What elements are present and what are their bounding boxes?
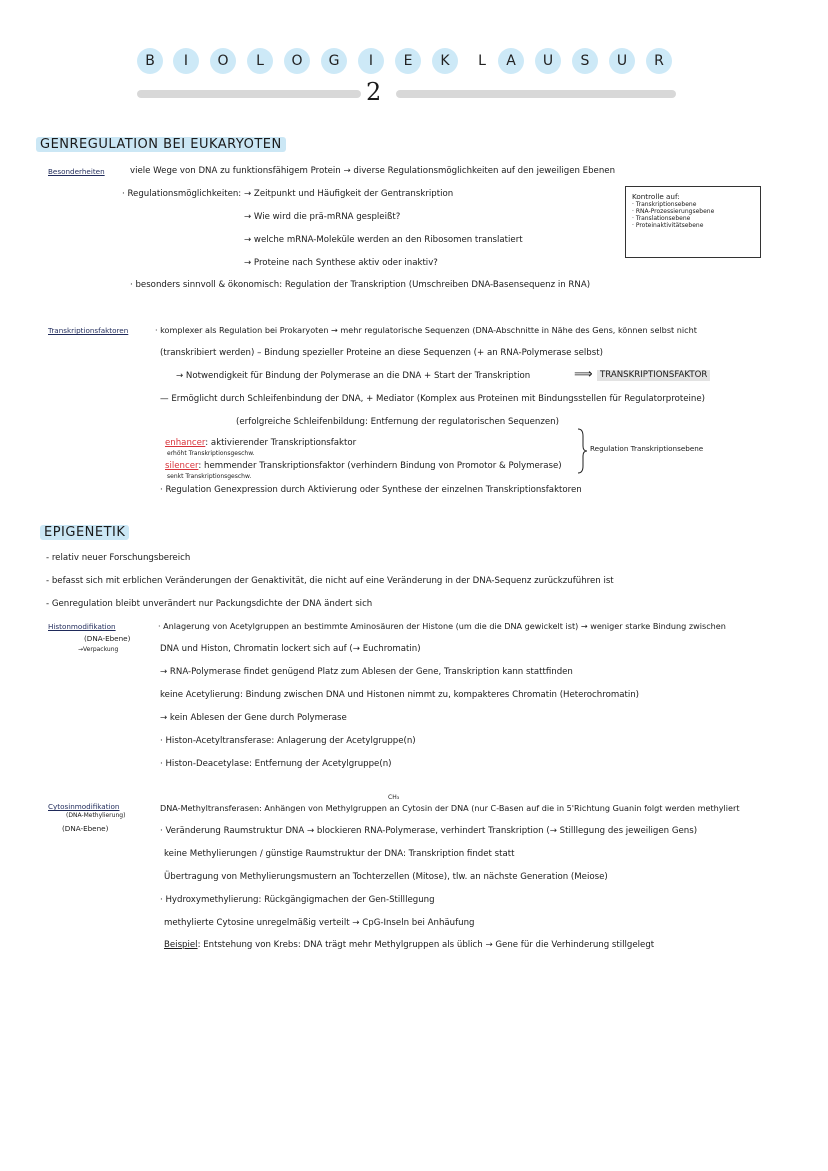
curly-brace (576, 428, 588, 474)
brace-label: Regulation Transkriptionsebene (590, 444, 704, 453)
enhancer-line (165, 438, 356, 449)
text-line: → Zeitpunkt und Häufigkeit der Gentranskription (244, 189, 454, 199)
label-transkriptionsfaktoren: Transkriptionsfaktoren (48, 326, 129, 335)
cytosin-sub: (DNA-Ebene) (62, 824, 109, 833)
title-bar-right (396, 90, 676, 98)
box-title: Kontrolle auf: (632, 192, 680, 201)
title-letter: K (432, 48, 458, 74)
title-letter: I (173, 48, 199, 74)
kontrolle-box (625, 186, 761, 258)
title-letter: U (609, 48, 635, 74)
box-item: · Transkriptionsebene (632, 201, 697, 208)
label-cytosinmodifikation: Cytosinmodifikation (48, 802, 120, 811)
title-letter: S (572, 48, 598, 74)
text-line: → Proteine nach Synthese aktiv oder inaktiv? (244, 258, 438, 268)
text-line: · Histon-Acetyltransferase: Anlagerung der Acetylgruppe(n) (160, 736, 416, 746)
silencer-text: : hemmender Transkriptionsfaktor (verhindern Bindung von Promotor & Polymerase) (198, 461, 562, 471)
title-letter: E (395, 48, 421, 74)
title-letter: O (284, 48, 310, 74)
text-line: · Regulation Genexpression durch Aktivierung oder Synthese der einzelnen Transkriptionsfaktoren (160, 485, 582, 495)
text-line: · komplexer als Regulation bei Prokaryoten → mehr regulatorische Sequenzen (DNA-Abschnitte in Nähe des Gens, können selbst nicht (155, 325, 697, 335)
bullet-line: - befasst sich mit erblichen Veränderungen der Genaktivität, die nicht auf eine Veränderung in der DNA-Sequenz zurückzuführen ist (46, 576, 614, 586)
text-line: DNA-Methyltransferasen: Anhängen von Methylgruppen an Cytosin der DNA (nur C-Basen auf die in 5'Richtung Guanin folgt werden methyliert (160, 803, 740, 813)
label-histonmodifikation: Histonmodifikation (48, 622, 116, 631)
title-letter: A (498, 48, 524, 74)
text-line: → Wie wird die prä-mRNA gespleißt? (244, 212, 401, 222)
section-heading-epigenetik: EPIGENETIK (40, 525, 129, 540)
box-item: · RNA-Prozessierungsebene (632, 208, 715, 215)
text-line: viele Wege von DNA zu funktionsfähigem Protein → diverse Regulationsmöglichkeiten auf den jeweiligen Ebenen (130, 166, 616, 176)
text-line: Übertragung von Methylierungsmustern an Tochterzellen (Mitose), tlw. an nächste Generation (Meiose) (164, 872, 608, 882)
title-letter: R (646, 48, 672, 74)
enhancer-text: : aktivierender Transkriptionsfaktor (205, 438, 357, 448)
text-line: · Regulationsmöglichkeiten: (122, 189, 242, 199)
title-letter: U (535, 48, 561, 74)
text-line: · Hydroxymethylierung: Rückgängigmachen der Gen-Stilllegung (160, 895, 435, 905)
text-line: (transkribiert werden) – Bindung spezieller Proteine an diese Sequenzen (+ an RNA-Polymerase selbst) (160, 348, 603, 358)
transkriptionsfaktor-highlight: TRANSKRIPTIONSFAKTOR (597, 370, 710, 381)
double-arrow-icon: ⟹ (574, 367, 593, 382)
text-line: keine Methylierungen / günstige Raumstruktur der DNA: Transkription findet statt (164, 849, 515, 859)
beispiel-label: Beispiel (164, 940, 198, 950)
text-line: · besonders sinnvoll & ökonomisch: Regulation der Transkription (Umschreiben DNA-Basensequenz in RNA) (130, 280, 591, 290)
text-line: → kein Ablesen der Gene durch Polymerase (160, 713, 347, 723)
title-bar-left (137, 90, 361, 98)
title-letter: O (210, 48, 236, 74)
beispiel-text: : Entstehung von Krebs: DNA trägt mehr Methylgruppen als üblich → Gene für die Verhinderung stillgelegt (197, 940, 655, 950)
text-line: DNA und Histon, Chromatin lockert sich auf (→ Euchromatin) (160, 644, 421, 654)
text-line: methylierte Cytosine unregelmäßig verteilt → CpG-Inseln bei Anhäufung (164, 918, 475, 928)
title-letter: B (137, 48, 163, 74)
box-item: · Translationsebene (632, 215, 691, 222)
silencer-term: silencer (165, 461, 199, 471)
label-besonderheiten: Besonderheiten (48, 167, 105, 176)
bullet-line: - Genregulation bleibt unverändert nur Packungsdichte der DNA ändert sich (46, 599, 373, 609)
text-line: → Notwendigkeit für Bindung der Polymerase an die DNA + Start der Transkription (176, 371, 531, 381)
silencer-line (165, 461, 562, 472)
enhancer-term: enhancer (165, 438, 206, 448)
silencer-sub: senkt Transkriptionsgeschw. (167, 473, 252, 480)
cytosin-sub: (DNA-Methylierung) (66, 812, 126, 819)
text-line: · Anlagerung von Acetylgruppen an bestimmte Aminosäuren der Histone (um die die DNA gewickelt ist) → weniger starke Bindung zwischen (158, 621, 726, 631)
histon-sub: (DNA-Ebene) (84, 634, 131, 643)
text-line: keine Acetylierung: Bindung zwischen DNA und Histonen nimmt zu, kompakteres Chromatin (Heterochromatin) (160, 690, 640, 700)
histon-sub: →Verpackung (78, 646, 119, 653)
box-item: · Proteinaktivitätsebene (632, 222, 704, 229)
bullet-line: - relativ neuer Forschungsbereich (46, 553, 191, 563)
title-number: 2 (366, 78, 382, 106)
text-line: · Veränderung Raumstruktur DNA → blockieren RNA-Polymerase, verhindert Transkription (→ Stilllegung des jeweiligen Gens) (160, 826, 698, 836)
text-line: → RNA-Polymerase findet genügend Platz zum Ablesen der Gene, Transkription kann stattfinden (160, 667, 573, 677)
title-letter: I (358, 48, 384, 74)
text-line: — Ermöglicht durch Schleifenbindung der DNA, + Mediator (Komplex aus Proteinen mit Bindungsstellen für Regulatorproteine) (160, 394, 705, 404)
title-letter: L (247, 48, 273, 74)
ch3-annotation: CH₃ (388, 794, 400, 801)
title-letter: L (478, 53, 486, 69)
section-heading-genregulation: GENREGULATION BEI EUKARYOTEN (36, 137, 286, 152)
text-line: → welche mRNA-Moleküle werden an den Ribosomen translatiert (244, 235, 523, 245)
title-letter: G (321, 48, 347, 74)
enhancer-sub: erhöht Transkriptionsgeschw. (167, 450, 255, 457)
text-line: (erfolgreiche Schleifenbildung: Entfernung der regulatorischen Sequenzen) (236, 417, 559, 427)
beispiel-line (164, 940, 654, 951)
text-line: · Histon-Deacetylase: Entfernung der Acetylgruppe(n) (160, 759, 392, 769)
